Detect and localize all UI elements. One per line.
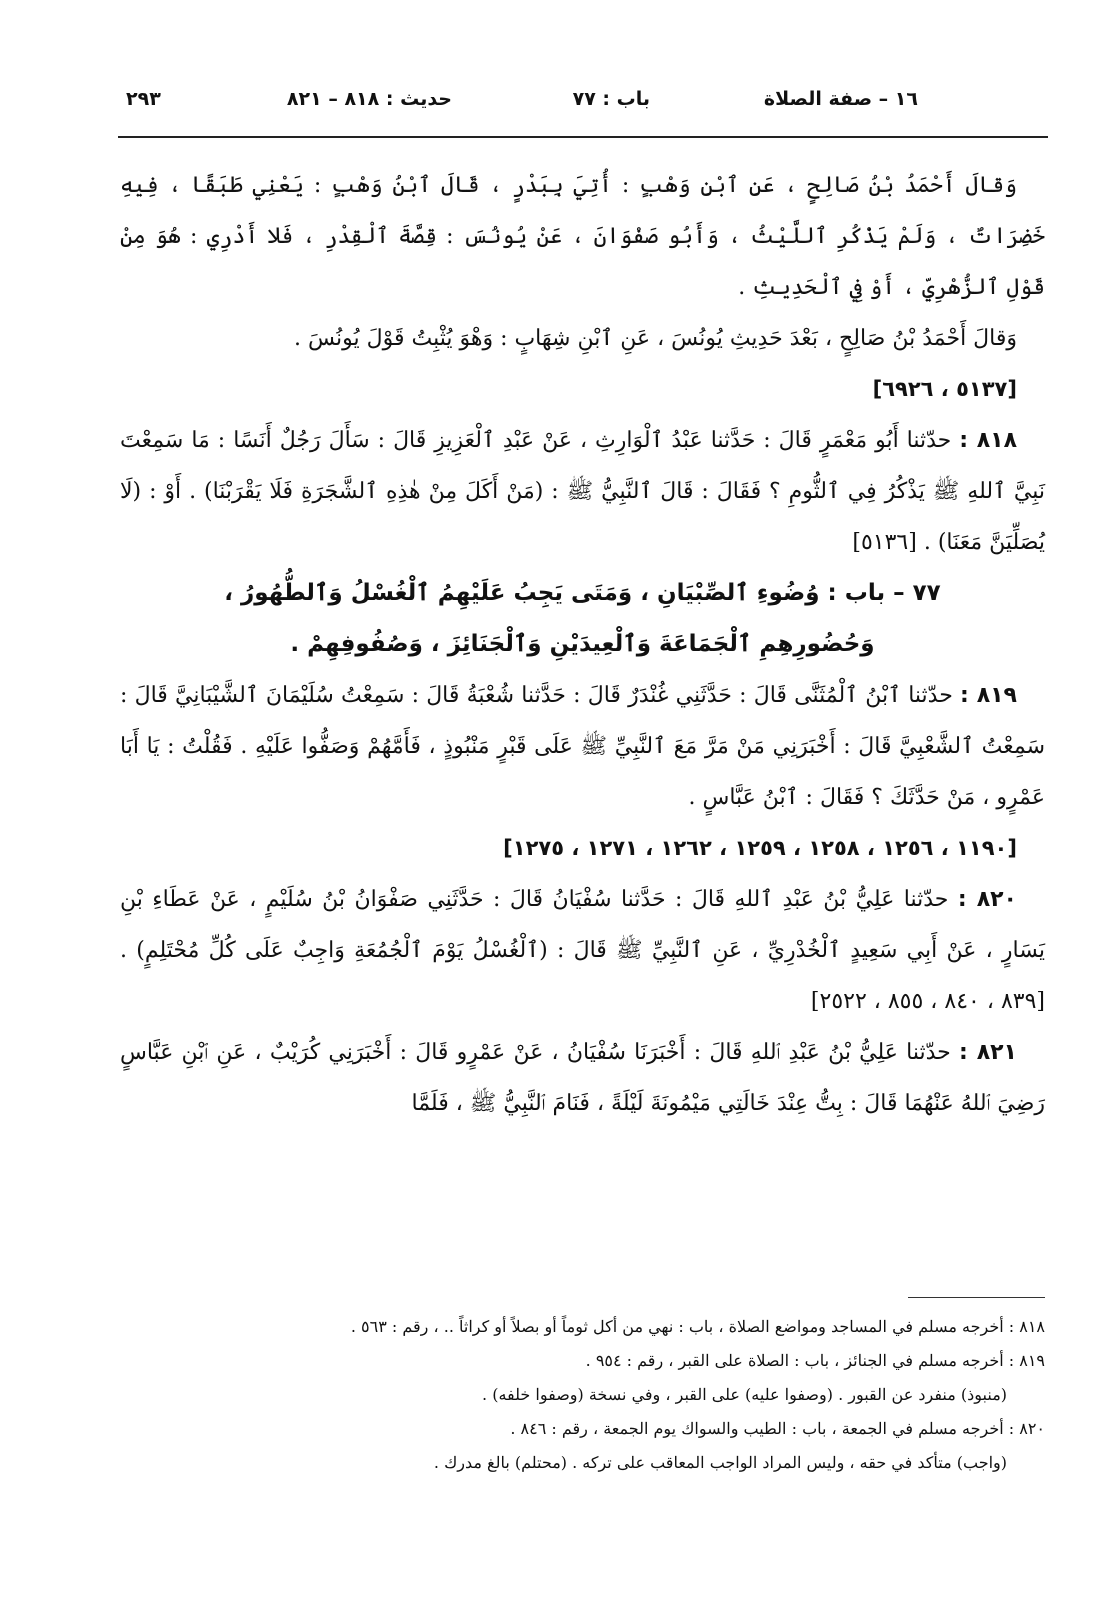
- hadith-number: ٨٢٠ :: [957, 887, 1017, 912]
- hadith-821: [120, 1027, 1045, 1129]
- header-bab-number: باب : ٧٧: [572, 88, 650, 110]
- cross-reference-1: [٥١٣٧ ، ٦٩٢٦]: [872, 377, 1017, 401]
- hadith-number: ٨٢١ :: [959, 1040, 1017, 1065]
- footnote-820: ٨٢٠ : أخرجه مسلم في الجمعة ، باب : الطيب والسواك يوم الجمعة ، رقم : ٨٤٦ .: [510, 1419, 1045, 1438]
- footnote-820-gloss: (واجب) متأكد في حقه ، وليس المراد الواجب المعاقب على تركه . (محتلم) بالغ مدرك .: [433, 1453, 1007, 1472]
- hadith-number: ٨١٨ :: [959, 428, 1018, 453]
- hadith-819: [120, 670, 1045, 823]
- running-header: [118, 82, 930, 122]
- cross-reference-2: [١١٩٠ ، ١٢٥٦ ، ١٢٥٨ ، ١٢٥٩ ، ١٢٦٢ ، ١٢٧١ ، ١٢٧٥]: [503, 836, 1017, 860]
- hadith-text: حدّثنا عَلِيُّ بْنُ عَبْدِ ٱللهِ قَالَ : أَخْبَرَنَا سُفْيَانُ ، عَنْ عَمْرٍو قَالَ : أَخْبَرَنِي كُرَيْبٌ ، عَنِ ٱبْنِ عَبَّاسٍ رَضِيَ ٱللهُ عَنْهُمَا قَالَ : بِتُّ عِنْدَ خَالَتِي مَيْمُونَةَ لَيْلَةً ، فَنَامَ ٱلنَّبِيُّ ﷺ ، فَلَمَّا: [120, 1040, 1045, 1116]
- paragraph-ahmad-ibn-salih-1: وَقالَ أَحْمَدُ بْنُ صَالِحٍ ، عَنِ ٱبْنِ وَهْبٍ : أُتِيَ بِبَدْرٍ ، قَالَ ٱبْنُ وَهْبٍ : يَعْنِي طَبَقًا ، فِيهِ خَضِرَاتٌ ، وَلَمْ يَذْكُرِ ٱللَّيْثُ ، وَأَبُو صَفْوَانَ ، عَنْ يُونُسَ : قِصَّةَ ٱلْقِدْرِ ، فَلا أَدْرِي : هُوَ مِنْ قَوْلِ ٱلزُّهْرِيِّ ، أَوْ فِي ٱلْحَدِيثِ .: [120, 173, 1045, 300]
- hadith-820: [120, 874, 1045, 1027]
- hadith-text: حدّثنا أَبُو مَعْمَرٍ قَالَ : حَدَّثنا عَبْدُ ٱلْوَارِثِ ، عَنْ عَبْدِ ٱلْعَزِيزِ قَالَ : سَأَلَ رَجُلٌ أَنَسًا : مَا سَمِعْتَ نَبِيَّ ٱللهِ ﷺ يَذْكُرُ فِي ٱلثُّومِ ؟ فَقَالَ : قَالَ ٱلنَّبِيُّ ﷺ : (مَنْ أَكَلَ مِنْ هٰذِهِ ٱلشَّجَرَةِ فَلَا يَقْرَبْنَا) . أَوْ : (لَا يُصَلِّيَنَّ مَعَنَا) . [٥١٣٦]: [120, 428, 1045, 555]
- main-text: [120, 160, 1045, 1129]
- chapter-heading-line-1: ٧٧ – باب : وُضُوءِ ٱلصِّبْيَانِ ، وَمَتَى يَجِبُ عَلَيْهِمُ ٱلْغُسْلُ وَٱلطُّهُورُ ،: [224, 580, 941, 606]
- footnotes: [120, 1310, 1045, 1480]
- footnote-819: ٨١٩ : أخرجه مسلم في الجنائز ، باب : الصلاة على القبر ، رقم : ٩٥٤ .: [585, 1351, 1045, 1370]
- page-number: ٢٩٣: [126, 88, 161, 110]
- footnote-818: ٨١٨ : أخرجه مسلم في المساجد ومواضع الصلاة ، باب : نهي من أكل ثوماً أو بصلاً أو كراثاً .. ، رقم : ٥٦٣ .: [350, 1317, 1045, 1336]
- footnote-divider: [908, 1297, 1045, 1298]
- footnote-819-gloss: (منبوذ) منفرد عن القبور . (وصفوا عليه) على القبر ، وفي نسخة (وصفوا خلفه) .: [482, 1385, 1007, 1404]
- paragraph-ahmad-ibn-salih-2: وَقالَ أَحْمَدُ بْنُ صَالِحٍ ، بَعْدَ حَدِيثِ يُونُسَ ، عَنِ ٱبْنِ شِهَابٍ : وَهْوَ يُثْبِتُ قَوْلَ يُونُسَ .: [293, 326, 1017, 351]
- header-chapter-title: ١٦ – صفة الصلاة: [763, 88, 918, 110]
- chapter-heading-line-2: وَحُضُورِهِمِ ٱلْجَمَاعَةَ وَٱلْعِيدَيْنِ وَٱلْجَنَائِزَ ، وَصُفُوفِهِمْ .: [290, 631, 875, 657]
- chapter-heading: [120, 568, 1045, 670]
- hadith-818: [120, 415, 1045, 568]
- hadith-text: حدّثنا ٱبْنُ ٱلْمُثَنَّى قَالَ : حَدَّثَنِي غُنْدَرٌ قَالَ : حَدَّثنا شُعْبَةُ قَالَ : سَمِعْتُ سُلَيْمَانَ ٱلشَّيْبَانِيَّ قَالَ : سَمِعْتُ ٱلشَّعْبِيَّ قَالَ : أَخْبَرَنِي مَنْ مَرَّ مَعَ ٱلنَّبِيِّ ﷺ عَلَى قَبْرٍ مَنْبُوذٍ ، فَأَمَّهُمْ وَصَفُّوا عَلَيْهِ . فَقُلْتُ : يَا أَبَا عَمْرٍو ، مَنْ حَدَّثَكَ ؟ فَقَالَ : ٱبْنُ عَبَّاسٍ .: [120, 683, 1045, 810]
- hadith-text: حدّثنا عَلِيُّ بْنُ عَبْدِ ٱللهِ قَالَ : حَدَّثنا سُفْيَانُ قَالَ : حَدَّثَنِي صَفْوَانُ بْنُ سُلَيْمٍ ، عَنْ عَطَاءِ بْنِ يَسَارٍ ، عَنْ أَبِي سَعِيدٍ ٱلْخُدْرِيِّ ، عَنِ ٱلنَّبِيِّ ﷺ قَالَ : (ٱلْغُسْلُ يَوْمَ ٱلْجُمُعَةِ وَاجِبٌ عَلَى كُلِّ مُحْتَلِمٍ) . [٨٣٩ ، ٨٤٠ ، ٨٥٥ ، ٢٥٢٢]: [120, 887, 1045, 1014]
- header-divider: [118, 136, 1048, 138]
- hadith-number: ٨١٩ :: [960, 683, 1017, 708]
- header-hadith-range: حديث : ٨١٨ – ٨٢١: [286, 88, 452, 110]
